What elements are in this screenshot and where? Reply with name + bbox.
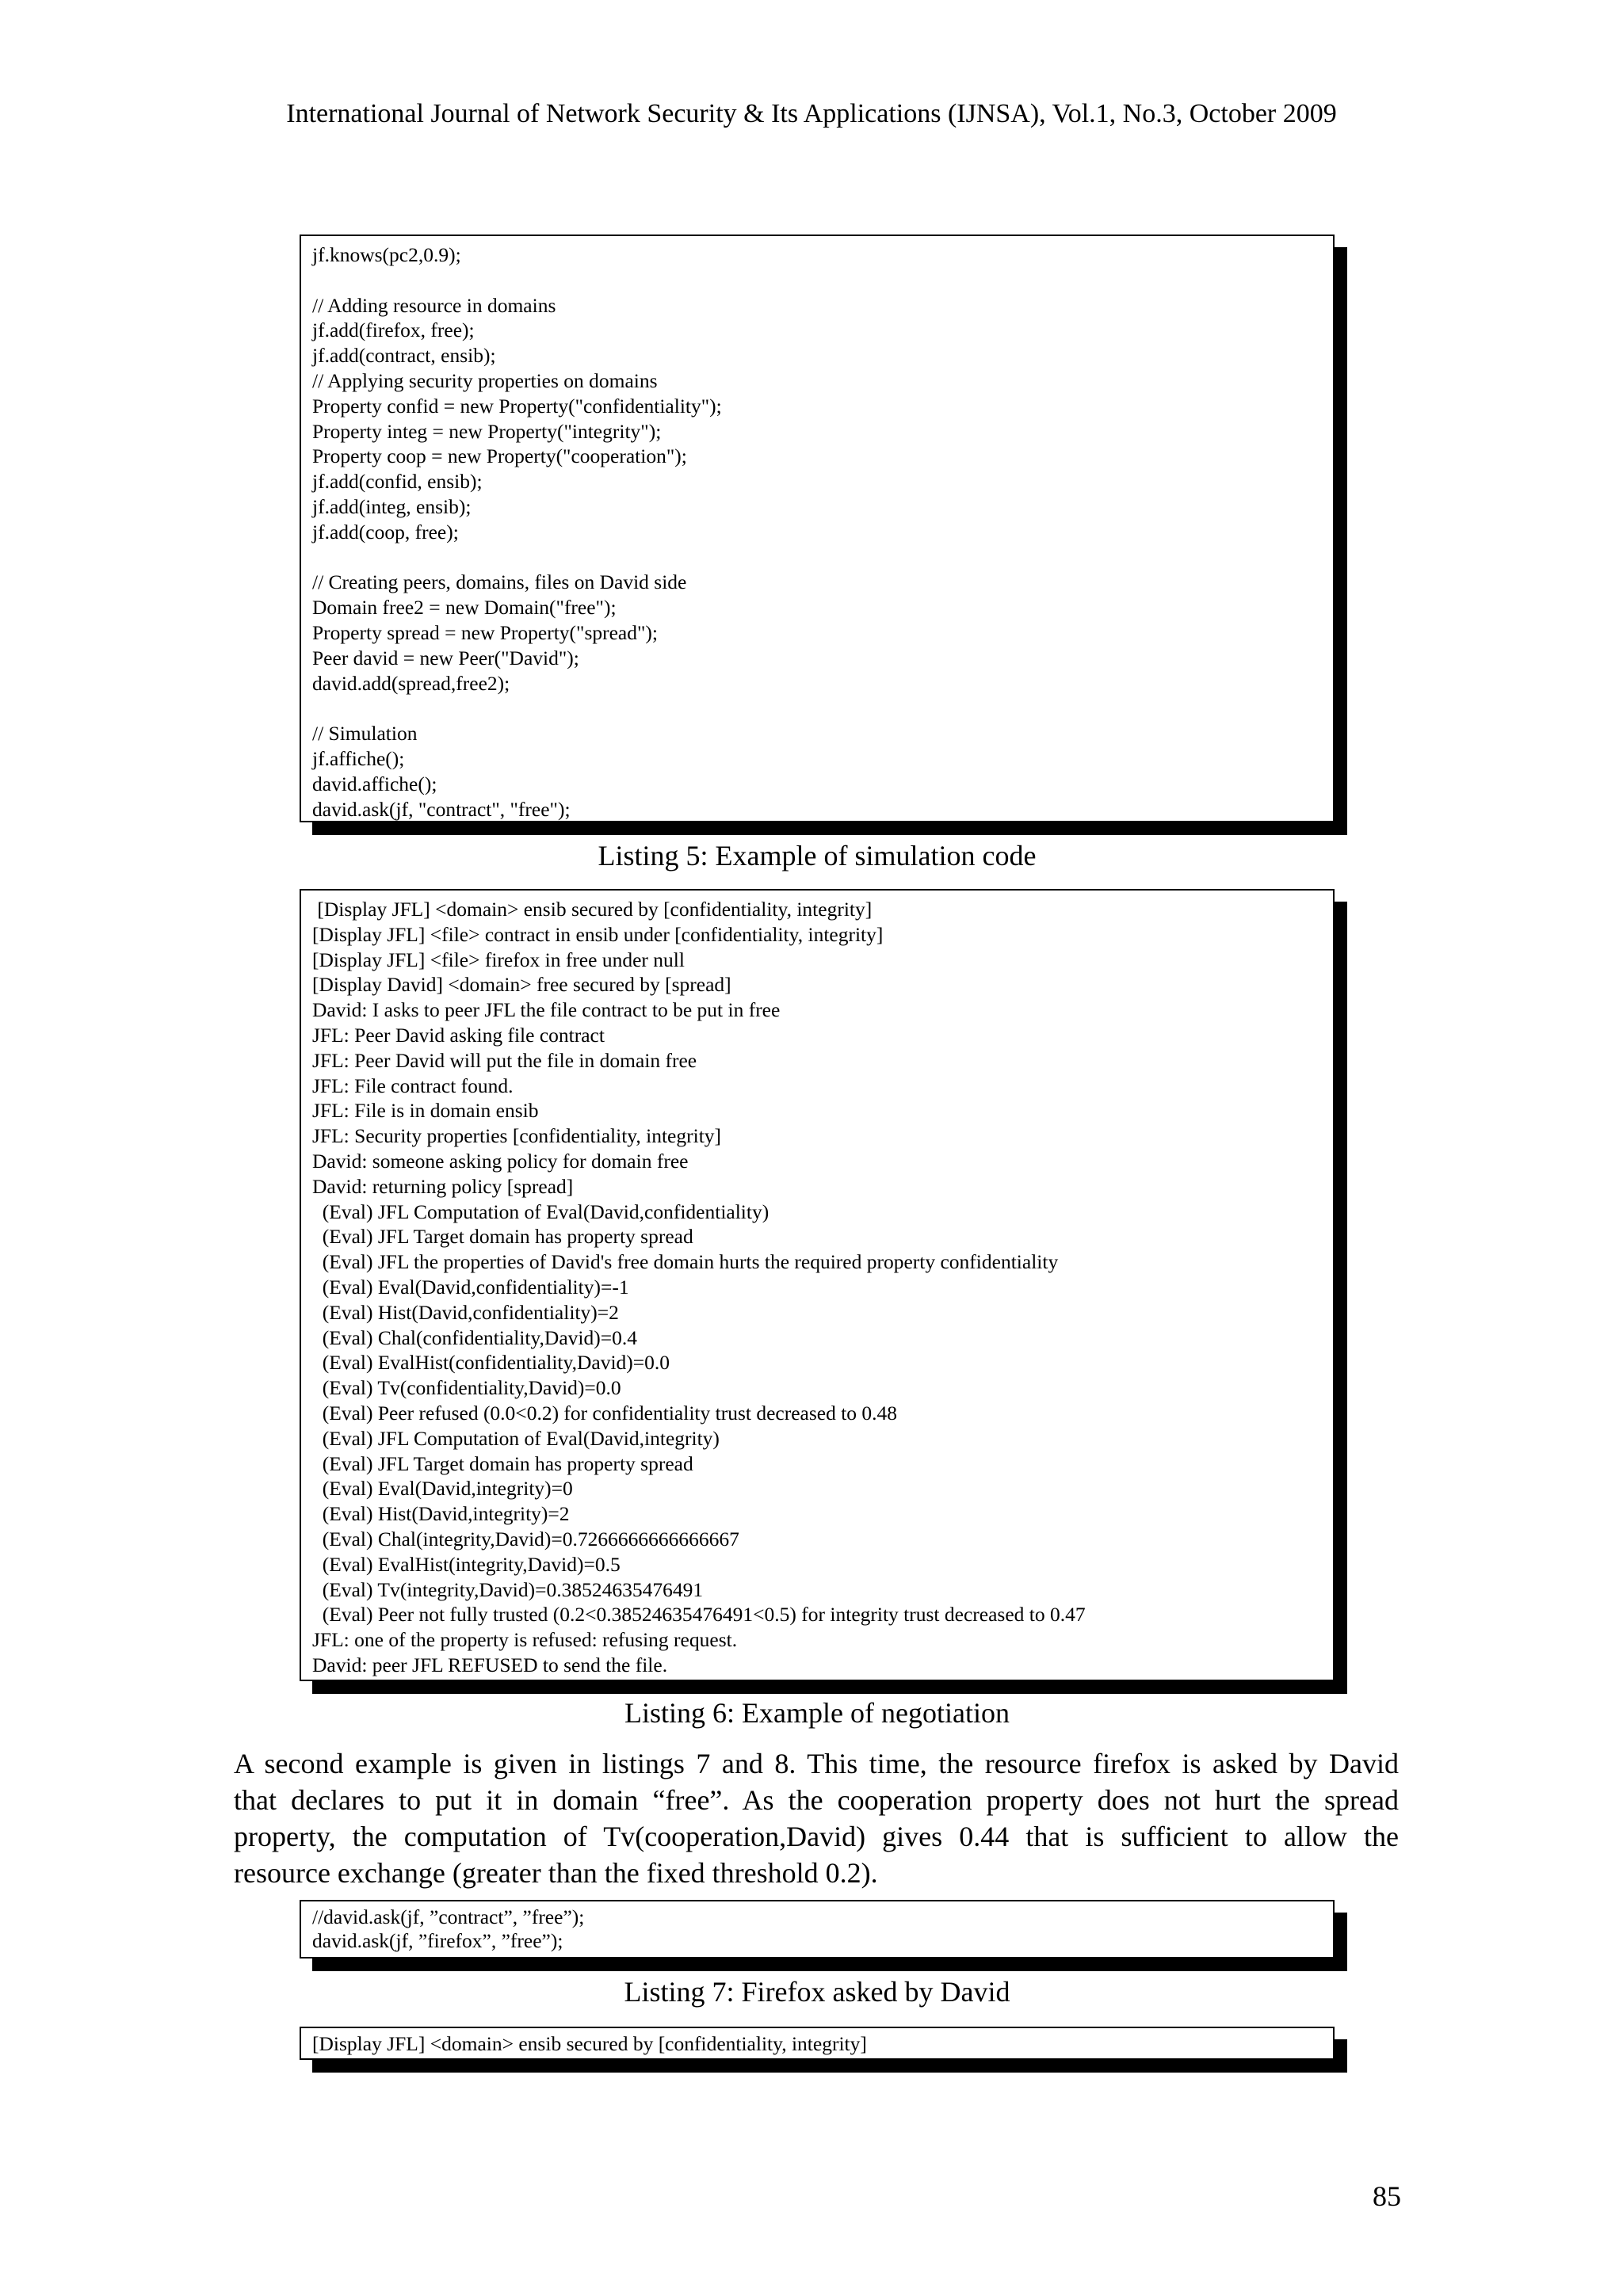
code-line: // Applying security properties on domains	[312, 368, 658, 392]
code-line: [Display David] <domain> free secured by [spread]	[312, 973, 731, 997]
listing-5-caption: Listing 5: Example of simulation code	[598, 840, 1037, 871]
code-line: Property spread = new Property("spread");	[312, 620, 658, 644]
code-line: (Eval) JFL the properties of David's free domain hurts the required property confidentiality	[312, 1250, 1059, 1274]
code-line: [Display JFL] <file> firefox in free under null	[312, 948, 685, 971]
code-line: (Eval) Tv(confidentiality,David)=0.0	[312, 1376, 621, 1400]
code-line: JFL: File is in domain ensib	[312, 1099, 539, 1123]
code-line: jf.add(confid, ensib);	[312, 470, 483, 494]
code-line: david.affiche();	[312, 772, 437, 795]
code-line: David: someone asking policy for domain free	[312, 1149, 689, 1173]
code-line: jf.add(coop, free);	[312, 520, 459, 543]
code-line: [Display JFL] <domain> ensib secured by [confidentiality, integrity]	[312, 2032, 867, 2055]
paragraph-line: A second example is given in listings 7 and 8. This time, the resource firefox is asked by David	[234, 1748, 1399, 1779]
page-number: 85	[1373, 2180, 1401, 2212]
code-line: David: peer JFL REFUSED to send the file.	[312, 1653, 668, 1676]
code-line: (Eval) JFL Computation of Eval(David,confidentiality)	[312, 1199, 769, 1223]
code-line: (Eval) Eval(David,confidentiality)=-1	[312, 1275, 629, 1299]
code-line: Property confid = new Property("confidentiality");	[312, 394, 722, 418]
code-line: // Creating peers, domains, files on David side	[312, 570, 687, 594]
code-line: JFL: File contract found.	[312, 1074, 514, 1097]
code-line: (Eval) Chal(integrity,David)=0.7266666666666667	[312, 1527, 739, 1550]
paragraph-line: resource exchange (greater than the fixed threshold 0.2).	[234, 1857, 878, 1889]
code-line: jf.knows(pc2,0.9);	[312, 243, 461, 266]
code-line: David: I asks to peer JFL the file contract to be put in free	[312, 998, 781, 1022]
code-line: jf.add(integ, ensib);	[312, 494, 472, 518]
code-line: Property integ = new Property("integrity");	[312, 419, 662, 443]
code-line: (Eval) JFL Target domain has property spread	[312, 1225, 693, 1249]
code-line: [Display JFL] <domain> ensib secured by [confidentiality, integrity]	[312, 898, 873, 921]
code-line: //david.ask(jf, ”contract”, ”free”);	[312, 1905, 585, 1928]
code-line: (Eval) EvalHist(integrity,David)=0.5	[312, 1552, 621, 1576]
code-line: (Eval) JFL Target domain has property spread	[312, 1451, 693, 1475]
listing-7-code-box	[300, 1900, 1335, 1958]
code-line: (Eval) Eval(David,integrity)=0	[312, 1477, 573, 1501]
code-line: jf.affiche();	[312, 746, 405, 770]
code-line: david.ask(jf, "contract", "free");	[312, 797, 571, 821]
code-line	[312, 268, 1322, 293]
code-line: (Eval) Peer refused (0.0<0.2) for confidentiality trust decreased to 0.48	[312, 1401, 898, 1425]
code-line	[312, 696, 1322, 721]
code-line: [Display JFL] <file> contract in ensib under [confidentiality, integrity]	[312, 922, 884, 946]
code-line: (Eval) Chal(confidentiality,David)=0.4	[312, 1325, 637, 1349]
running-header: International Journal of Network Security & Its Applications (IJNSA), Vol.1, No.3, October 2009	[286, 99, 1337, 128]
code-line: (Eval) Tv(integrity,David)=0.38524635476491	[312, 1577, 704, 1601]
code-line: jf.add(contract, ensib);	[312, 344, 496, 368]
listing-6-output-box	[300, 889, 1335, 1681]
body-paragraph	[234, 1745, 1399, 1891]
code-line: (Eval) Peer not fully trusted (0.2<0.38524635476491<0.5) for integrity trust decreased to 0.47	[312, 1603, 1086, 1627]
code-line: // Simulation	[312, 722, 418, 746]
code-line	[312, 545, 1322, 570]
listing-7-caption: Listing 7: Firefox asked by David	[624, 1976, 1010, 2008]
code-line: david.add(spread,free2);	[312, 671, 510, 695]
listing-6-caption: Listing 6: Example of negotiation	[624, 1697, 1010, 1729]
code-line: Peer david = new Peer("David");	[312, 646, 579, 669]
listing-8-output-box	[300, 2027, 1335, 2060]
paragraph-line: that declares to put it in domain “free”. As the cooperation property does not hurt the spread	[234, 1784, 1399, 1816]
code-line: JFL: Peer David asking file contract	[312, 1023, 605, 1047]
code-line: David: returning policy [spread]	[312, 1174, 574, 1198]
listing-5-code-box	[300, 235, 1335, 822]
code-line: david.ask(jf, ”firefox”, ”free”);	[312, 1929, 563, 1952]
code-line: JFL: Peer David will put the file in domain free	[312, 1048, 697, 1072]
code-line: (Eval) Hist(David,integrity)=2	[312, 1502, 570, 1526]
paragraph-line: property, the computation of Tv(cooperation,David) gives 0.44 that is sufficient to allow the	[234, 1821, 1399, 1852]
code-line: JFL: one of the property is refused: refusing request.	[312, 1628, 738, 1652]
code-line: (Eval) Hist(David,confidentiality)=2	[312, 1300, 619, 1324]
code-line: jf.add(firefox, free);	[312, 318, 475, 342]
code-line: (Eval) EvalHist(confidentiality,David)=0.0	[312, 1351, 670, 1375]
code-line: (Eval) JFL Computation of Eval(David,integrity)	[312, 1426, 720, 1450]
code-line: JFL: Security properties [confidentiality, integrity]	[312, 1124, 722, 1148]
code-line: Domain free2 = new Domain("free");	[312, 596, 617, 620]
code-line: // Adding resource in domains	[312, 293, 556, 317]
code-line: Property coop = new Property("cooperation");	[312, 444, 687, 468]
